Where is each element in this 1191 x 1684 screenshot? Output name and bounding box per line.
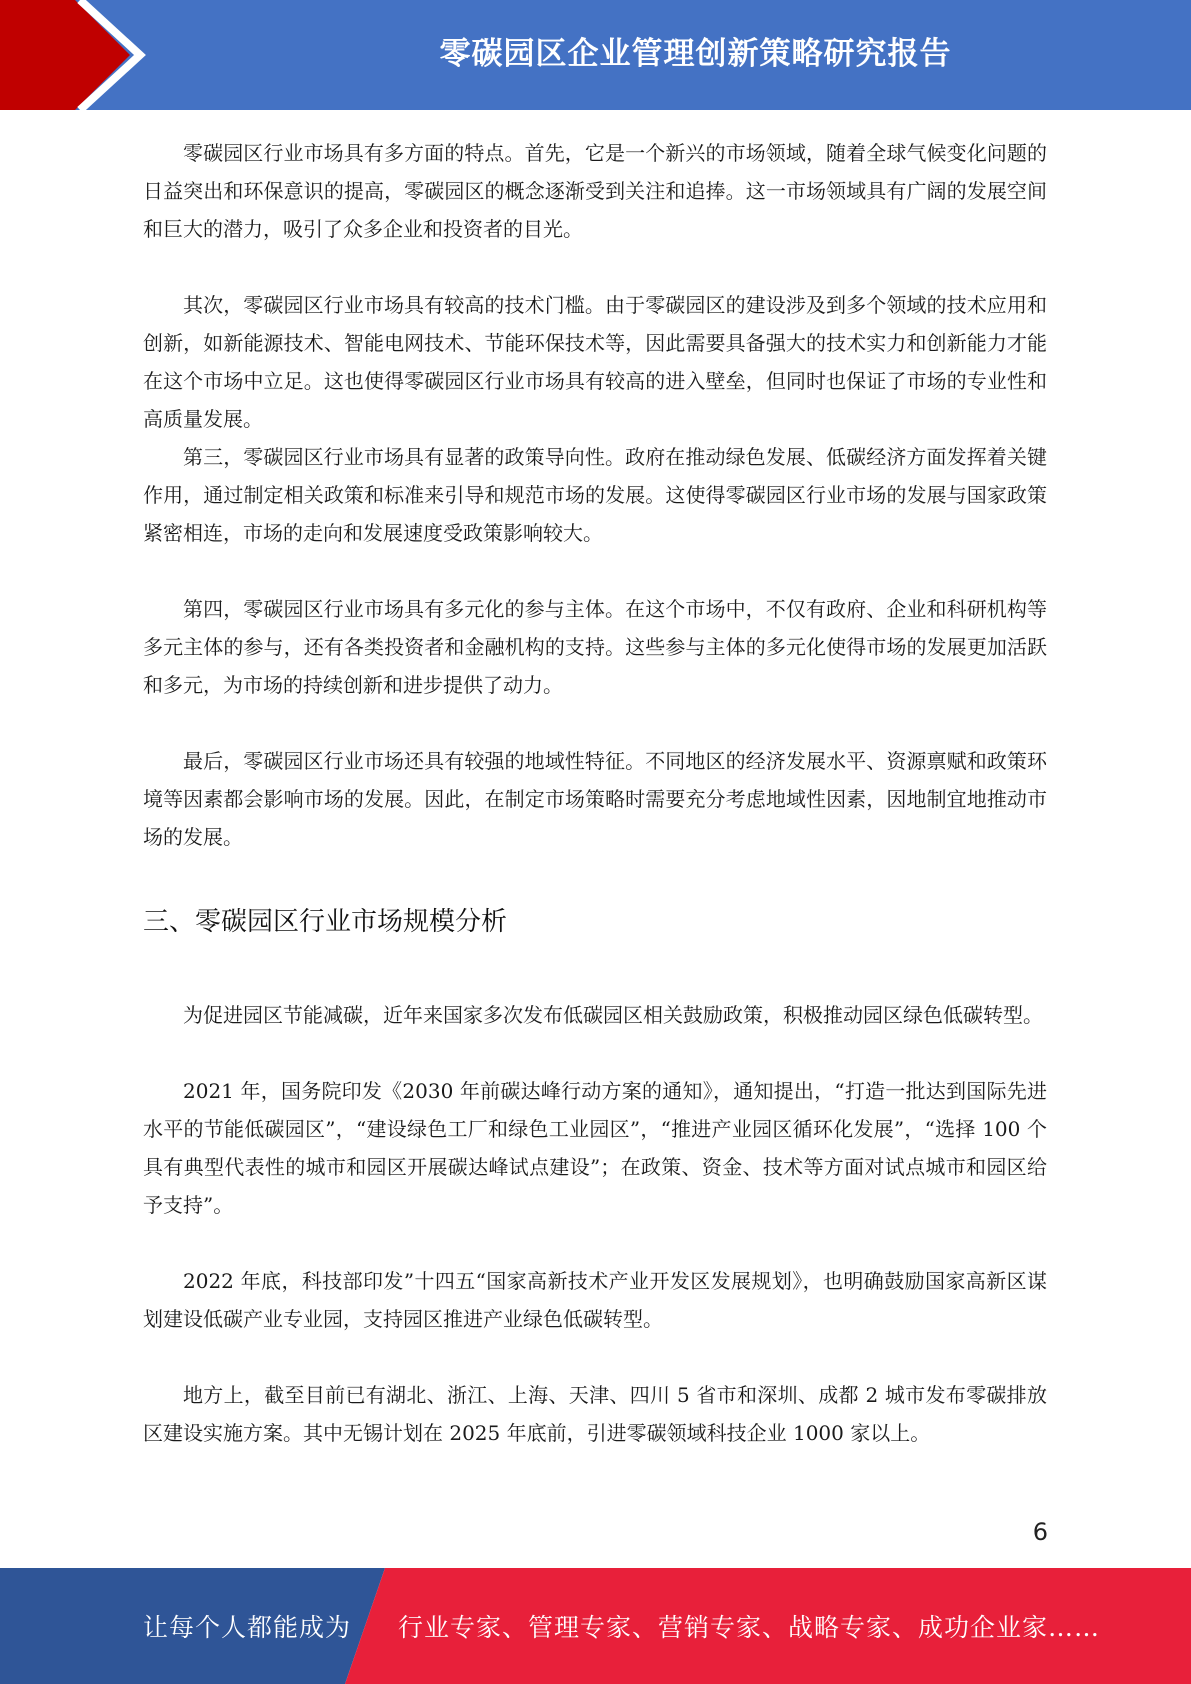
footer-slogan-left: 让每个人都能成为 <box>143 1613 352 1642</box>
page-number: 6 <box>1032 1518 1048 1546</box>
paragraph: 第四，零碳园区行业市场具有多元化的参与主体。在这个市场中，不仅有政府、企业和科研机构等多元主体的参与，还有各类投资者和金融机构的支持。这些参与主体的多元化使得市场的发展更加活跃和多元，为市场的持续创新和进步提供了动力。 <box>143 597 1047 697</box>
page-footer <box>0 1568 1191 1684</box>
paragraph: 第三，零碳园区行业市场具有显著的政策导向性。政府在推动绿色发展、低碳经济方面发挥着关键作用，通过制定相关政策和标准来引导和规范市场的发展。这使得零碳园区行业市场的发展与国家政策紧密相连，市场的走向和发展速度受政策影响较大。 <box>143 445 1047 545</box>
section-heading: 三、零碳园区行业市场规模分析 <box>143 907 508 937</box>
header-arrow-shape <box>0 0 200 110</box>
paragraph: 为促进园区节能减碳，近年来国家多次发布低碳园区相关鼓励政策，积极推动园区绿色低碳转型。 <box>183 1003 1043 1027</box>
page-header <box>0 0 1191 110</box>
header-red-arrow <box>0 0 130 110</box>
paragraph: 2021 年，国务院印发《2030 年前碳达峰行动方案的通知》，通知提出，“打造一批达到国际先进水平的节能低碳园区”，“建设绿色工厂和绿色工业园区”，“推进产业园区循环化发展”，“选择 100 个具有典型代表性的城市和园区开展碳达峰试点建设”；在政策、资金、技术等方面对试点城市和园区给予支持”。 <box>143 1079 1047 1217</box>
paragraph: 2022 年底，科技部印发”十四五“国家高新技术产业开发区发展规划》，也明确鼓励国家高新区谋划建设低碳产业专业园，支持园区推进产业绿色低碳转型。 <box>143 1269 1047 1331</box>
header-title: 零碳园区企业管理创新策略研究报告 <box>439 35 952 72</box>
paragraph: 其次，零碳园区行业市场具有较高的技术门槛。由于零碳园区的建设涉及到多个领域的技术应用和创新，如新能源技术、智能电网技术、节能环保技术等，因此需要具备强大的技术实力和创新能力才能在这个市场中立足。这也使得零碳园区行业市场具有较高的进入壁垒，但同时也保证了市场的专业性和高质量发展。 <box>143 293 1047 431</box>
document-body <box>143 134 1047 1452</box>
paragraph: 零碳园区行业市场具有多方面的特点。首先，它是一个新兴的市场领域，随着全球气候变化问题的日益突出和环保意识的提高，零碳园区的概念逐渐受到关注和追捧。这一市场领域具有广阔的发展空间和巨大的潜力，吸引了众多企业和投资者的目光。 <box>143 141 1047 241</box>
paragraph: 地方上，截至目前已有湖北、浙江、上海、天津、四川 5 省市和深圳、成都 2 城市发布零碳排放区建设实施方案。其中无锡计划在 2025 年底前，引进零碳领域科技企业 1000 家以上。 <box>143 1383 1047 1445</box>
paragraph: 最后，零碳园区行业市场还具有较强的地域性特征。不同地区的经济发展水平、资源禀赋和政策环境等因素都会影响市场的发展。因此，在制定市场策略时需要充分考虑地域性因素，因地制宜地推动市场的发展。 <box>143 749 1047 849</box>
footer-slogan-right: 行业专家、管理专家、营销专家、战略专家、成功企业家…… <box>398 1613 1101 1642</box>
